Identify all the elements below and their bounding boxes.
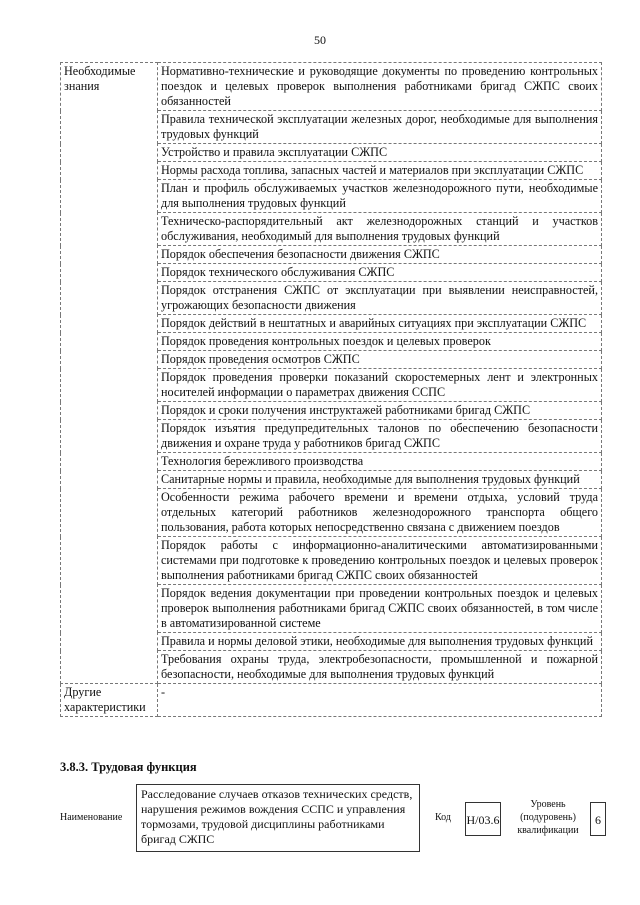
section-title: 3.8.3. Трудовая функция <box>60 760 197 774</box>
knowledge-item: План и профиль обслуживаемых участков железнодорожного пути, необходимые для выполнения трудовых функций <box>158 180 602 213</box>
code-label: Код <box>435 812 451 823</box>
knowledge-item: Порядок ведения документации при проведении контрольных поездок и целевых проверок выполнения работниками бригад СЖПС своих обязанностей, в том числе в автоматизированной системе <box>158 585 602 633</box>
knowledge-item: Порядок отстранения СЖПС от эксплуатации при выявлении неисправностей, угрожающих безопасности движения <box>158 282 602 315</box>
knowledge-item: Порядок проведения контрольных поездок и целевых проверок <box>158 333 602 351</box>
knowledge-item: Порядок изъятия предупредительных талонов по обеспечению безопасности движения и охране труда у работников бригад СЖПС <box>158 420 602 453</box>
knowledge-item: Порядок проведения осмотров СЖПС <box>158 351 602 369</box>
other-row <box>61 684 602 717</box>
knowledge-item: Нормативно-технические и руководящие документы по проведению контрольных поездок и целевых проверок выполнения работниками бригад СЖПС своих обязанностей <box>158 63 602 111</box>
function-row <box>60 784 605 854</box>
knowledge-item: Санитарные нормы и правила, необходимые для выполнения трудовых функций <box>158 471 602 489</box>
knowledge-item: Порядок обеспечения безопасности движения СЖПС <box>158 246 602 264</box>
name-label: Наименование <box>60 812 123 823</box>
knowledge-item: Требования охраны труда, электробезопасности, промышленной и пожарной безопасности, необходимые для выполнения трудовых функций <box>158 651 602 684</box>
knowledge-label: Необходимые знания <box>61 63 158 684</box>
knowledge-table <box>60 62 602 717</box>
code-value: Н/03.6 <box>465 802 501 836</box>
level-label: Уровень (подуровень) квалификации <box>517 799 579 836</box>
other-label: Другие характеристики <box>61 684 158 717</box>
knowledge-item: Особенности режима рабочего времени и времени отдыха, условий труда отдельных категорий работников железнодорожного транспорта общего пользования, работа которых непосредственно связана с движением поездов <box>158 489 602 537</box>
knowledge-item: Порядок работы с информационно-аналитическими автоматизированными системами при подготовке к проведению контрольных поездок и целевых проверок выполнения работниками бригад СЖПС своих обязанностей <box>158 537 602 585</box>
knowledge-item: Правила технической эксплуатации железных дорог, необходимые для выполнения трудовых функций <box>158 111 602 144</box>
knowledge-item: Техническо-распорядительный акт железнодорожных станций и участков обслуживания, необходимый для выполнения трудовых функций <box>158 213 602 246</box>
other-value: - <box>158 684 602 717</box>
page-number: 50 <box>314 33 326 47</box>
knowledge-item: Технология бережливого производства <box>158 453 602 471</box>
function-name: Расследование случаев отказов технических средств, нарушения режимов вождения ССПС и управления тормозами, трудовой дисциплины работниками бригад СЖПС <box>136 784 420 852</box>
level-value: 6 <box>590 802 606 836</box>
knowledge-item: Порядок и сроки получения инструктажей работниками бригад СЖПС <box>158 402 602 420</box>
knowledge-item: Нормы расхода топлива, запасных частей и материалов при эксплуатации СЖПС <box>158 162 602 180</box>
knowledge-item: Порядок технического обслуживания СЖПС <box>158 264 602 282</box>
knowledge-item: Порядок проведения проверки показаний скоростемерных лент и электронных носителей информации о параметрах движения ССПС <box>158 369 602 402</box>
knowledge-row <box>61 63 602 111</box>
knowledge-item: Устройство и правила эксплуатации СЖПС <box>158 144 602 162</box>
knowledge-item: Порядок действий в нештатных и аварийных ситуациях при эксплуатации СЖПС <box>158 315 602 333</box>
knowledge-item: Правила и нормы деловой этики, необходимые для выполнения трудовых функций <box>158 633 602 651</box>
